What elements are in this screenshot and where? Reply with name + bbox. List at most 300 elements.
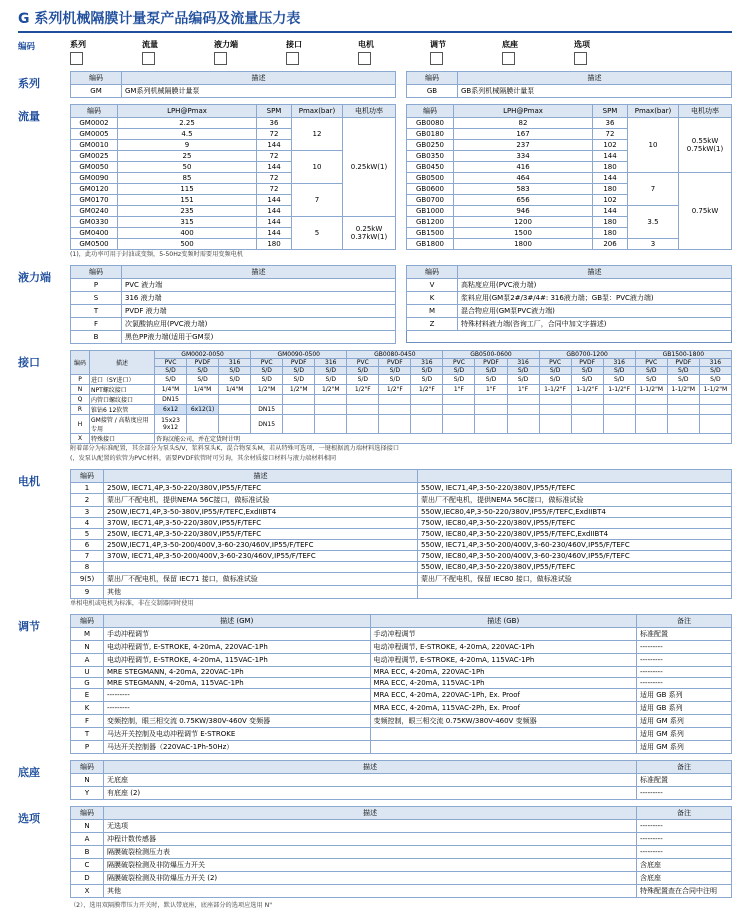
table-row	[71, 279, 396, 292]
cell-lph: 2.25	[118, 118, 257, 129]
cell-b: 9x12	[163, 424, 179, 432]
cell-code: GM0090	[71, 173, 118, 184]
cell: S/D	[507, 375, 539, 385]
cell	[379, 395, 411, 405]
cell	[187, 415, 219, 434]
cell	[283, 415, 315, 434]
cell-code: M	[407, 305, 458, 318]
cell-gm: 其他	[104, 586, 418, 599]
cell-desc: GB系列机械隔膜计量泵	[458, 85, 732, 98]
codebar-item-label: 系列	[70, 40, 86, 49]
cell-desc: 锥钻6 12软管	[90, 405, 155, 415]
col-header: 编码	[71, 807, 104, 820]
cell	[475, 405, 507, 415]
code-box[interactable]	[502, 52, 515, 65]
col-header: SPM	[593, 105, 628, 118]
cell	[315, 395, 347, 405]
table-row	[407, 318, 732, 331]
cell-pmax: 7	[628, 173, 679, 206]
cell-code: 6	[71, 540, 104, 551]
cell-lph: 946	[454, 206, 593, 217]
codebar-item-label: 选项	[574, 40, 590, 49]
cell-desc: 有底座 (2)	[104, 787, 637, 800]
cell-code: X	[71, 434, 90, 444]
sd-header: S/D	[475, 367, 507, 375]
cell-power	[679, 118, 732, 173]
cell	[571, 405, 603, 415]
col-header: 备注	[637, 761, 732, 774]
cell: S/D	[251, 375, 283, 385]
cell: S/D	[155, 375, 187, 385]
code-box[interactable]	[142, 52, 155, 65]
col-header: 描述	[104, 761, 637, 774]
section-interface	[18, 350, 732, 463]
table-row	[71, 833, 732, 846]
cell-power-c: 0.75kW	[691, 207, 719, 215]
cell-pmax: 5	[292, 217, 343, 250]
cell-gb: 750W, IEC80,4P,3-50-200/400V,3-60-230/460V,IP55/F/TEFC	[418, 551, 732, 562]
cell	[603, 405, 635, 415]
cell: 1-1/2"F	[603, 385, 635, 395]
cell-gb	[370, 741, 637, 754]
group-header: GM0090-0500	[251, 351, 347, 359]
cell	[187, 395, 219, 405]
sub-header: 316	[507, 359, 539, 367]
col-header: 描述	[122, 72, 396, 85]
cell-code: Q	[71, 395, 90, 405]
col-header-code: 编码	[71, 351, 90, 375]
code-box[interactable]	[574, 52, 587, 65]
cell: S/D	[539, 375, 571, 385]
code-box[interactable]	[70, 52, 83, 65]
flow-note: (1)，此功率可用于封油或变频，5-50Hz变频时需要用变频电机	[70, 251, 244, 258]
col-header: 编码	[407, 105, 454, 118]
col-header: 备注	[637, 615, 732, 628]
liquid-end-table-left	[70, 265, 396, 344]
cell-code: G	[71, 678, 104, 689]
sub-header: PVC	[251, 359, 283, 367]
table-row	[71, 586, 732, 599]
cell-code: C	[71, 859, 104, 872]
cell-desc: 黑色PP液力端(适用于GM泵)	[122, 331, 396, 344]
page-title-text: G 系列机械隔膜计量泵产品编码及流量压力表	[18, 11, 301, 27]
cell-code: 1	[71, 483, 104, 494]
cell-code: 9(5)	[71, 573, 104, 586]
section-label-series: 系列	[18, 77, 40, 90]
cell-code: GM	[71, 85, 122, 98]
cell-code: GM0050	[71, 162, 118, 173]
cell-code: 9	[71, 586, 104, 599]
codebar-item-flow	[142, 39, 214, 65]
cell-gb: 电动冲程调节, E-STROKE, 4-20mA, 220VAC-1Ph	[370, 641, 637, 654]
cell-special: 咨询汉能公司，并在定货时计明	[155, 434, 732, 444]
col-header: Pmax(bar)	[292, 105, 343, 118]
option-note: （2），选用双隔膜带压力开关时，默认带底座，底座部分的选项应选用 N"	[70, 902, 273, 910]
base-table	[70, 760, 732, 800]
table-row	[407, 173, 732, 184]
cell-desc: GM接管 / 高粘度应用专用	[90, 415, 155, 434]
cell-desc: 浆料应用(GM泵2#/3#/4#: 316液力端；GB泵：PVC液力端)	[458, 292, 732, 305]
cell-lph: 315	[118, 217, 257, 228]
cell-power: 0.25kW(1)	[343, 118, 396, 217]
cell-code: N	[71, 641, 104, 654]
cell: 1/2"F	[379, 385, 411, 395]
cell-gb: 550W, IEC71,4P,3-50-220/380V,IP55/F/TEFC	[418, 483, 732, 494]
cell-pmax: 12	[292, 118, 343, 151]
cell-spm: 144	[257, 162, 292, 173]
cell-spm: 144	[257, 217, 292, 228]
cell: 1-1/2"M	[635, 385, 667, 395]
col-header: 描述	[122, 266, 396, 279]
table-row	[71, 885, 732, 898]
cell-code: K	[407, 292, 458, 305]
cell	[539, 415, 571, 434]
table-row	[71, 573, 732, 586]
cell-gb: MRA ECC, 4-20mA, 220VAC-1Ph	[370, 667, 637, 678]
cell: S/D	[443, 375, 475, 385]
sd-header: S/D	[379, 367, 411, 375]
cell	[219, 395, 251, 405]
cell: DN15	[155, 395, 187, 405]
cell-code: 5	[71, 529, 104, 540]
cell	[347, 405, 379, 415]
table-row	[71, 217, 396, 228]
motor-table	[70, 469, 732, 599]
cell-spm: 206	[593, 239, 628, 250]
cell-spm: 144	[593, 151, 628, 162]
cell-lph: 583	[454, 184, 593, 195]
cell: 1/2"M	[315, 385, 347, 395]
table-row	[71, 702, 732, 715]
code-box[interactable]	[358, 52, 371, 65]
col-header: SPM	[257, 105, 292, 118]
cell-code: Y	[71, 787, 104, 800]
col-header-desc: 描述	[90, 351, 155, 375]
cell-code: GB0350	[407, 151, 454, 162]
col-header: 描述	[104, 807, 637, 820]
cell-code: T	[71, 305, 122, 318]
table-row	[71, 494, 732, 507]
col-header: 备注	[637, 807, 732, 820]
table-row	[71, 292, 396, 305]
group-header: GB0700-1200	[539, 351, 635, 359]
sub-header: 316	[411, 359, 443, 367]
cell-gm: 370W, IEC71,4P,3-50-200/400V,3-60-230/460V,IP55/F/TEFC	[104, 551, 418, 562]
cell	[507, 395, 539, 405]
cell-gb: 550W, IEC71,4P,3-50-200/400V,3-60-230/460V,IP55/F/TEFC	[418, 540, 732, 551]
cell-lph: 1800	[454, 239, 593, 250]
cell-code: GM0400	[71, 228, 118, 239]
cell-gb: 变频控制，眼三相交流 0.75KW/380V-460V 变频器	[370, 715, 637, 728]
table-row	[71, 628, 732, 641]
cell-remark: 含底座	[637, 872, 732, 885]
table-row	[71, 305, 396, 318]
cell-code: GM0240	[71, 206, 118, 217]
sd-header: S/D	[283, 367, 315, 375]
cell-desc: 无选项	[104, 820, 637, 833]
cell	[667, 405, 699, 415]
cell-code: GB0600	[407, 184, 454, 195]
cell-lph: 656	[454, 195, 593, 206]
section-label-motor: 电机	[18, 475, 40, 489]
series-table-gm	[70, 71, 396, 98]
group-header: GM0002-0050	[155, 351, 251, 359]
cell-gb: 手动冲程调节	[370, 628, 637, 641]
cell	[603, 395, 635, 405]
cell-gm: 变频控制，眼三相交流 0.75KW/380V-460V 变频器	[104, 715, 371, 728]
code-box[interactable]	[430, 52, 443, 65]
cell-code: GB0180	[407, 129, 454, 140]
cell-gb: 蒙出厂不配电机，保留 IEC80 接口，做标准试验	[418, 573, 732, 586]
cell: DN15	[251, 405, 283, 415]
cell	[155, 415, 187, 434]
col-header: 编码	[71, 615, 104, 628]
sd-header: S/D	[251, 367, 283, 375]
section-label-interface: 接口	[18, 356, 40, 370]
cell-code: N	[71, 385, 90, 395]
cell-spm: 180	[593, 228, 628, 239]
cell-spm: 180	[593, 184, 628, 195]
cell-gm: 手动冲程调节	[104, 628, 371, 641]
table-row	[71, 741, 732, 754]
cell-desc: 次氯酸钠应用(PVC液力端)	[122, 318, 396, 331]
codebar-item-liquid-end	[214, 39, 286, 65]
section-label-liquid-end: 液力端	[18, 271, 51, 285]
section-regulate	[18, 614, 732, 754]
cell-spm: 144	[593, 173, 628, 184]
cell: S/D	[635, 375, 667, 385]
col-header: 电机功率	[679, 105, 732, 118]
col-header-blank	[418, 470, 732, 483]
cell	[219, 415, 251, 434]
section-label-flow: 流量	[18, 110, 40, 123]
cell-spm: 144	[257, 140, 292, 151]
sub-header: PVDF	[283, 359, 315, 367]
cell-desc: 特殊材料液力端(咨询工厂，合同中加文字描述)	[458, 318, 732, 331]
cell-lph: 9	[118, 140, 257, 151]
sub-header: PVDF	[667, 359, 699, 367]
cell-gb: MRA ECC, 4-20mA, 115VAC-1Ph	[370, 678, 637, 689]
cell-lph: 400	[118, 228, 257, 239]
sub-header: PVC	[347, 359, 379, 367]
cell: 1"F	[443, 385, 475, 395]
sd-header: S/D	[539, 367, 571, 375]
cell: S/D	[475, 375, 507, 385]
cell-spm: 144	[257, 195, 292, 206]
cell-code: GM0170	[71, 195, 118, 206]
cell	[443, 405, 475, 415]
table-row	[71, 551, 732, 562]
sub-header: PVC	[539, 359, 571, 367]
col-header: Pmax(bar)	[628, 105, 679, 118]
cell: 1"F	[507, 385, 539, 395]
cell-lph: 1200	[454, 217, 593, 228]
sub-header: 316	[603, 359, 635, 367]
cell: 1"F	[475, 385, 507, 395]
cell: 1/4"M	[155, 385, 187, 395]
cell-remark: ---------	[637, 654, 732, 667]
cell-spm: 144	[257, 228, 292, 239]
cell-code: D	[71, 872, 104, 885]
cell-gm: MRE STEGMANN, 4-20mA, 115VAC-1Ph	[104, 678, 371, 689]
cell: S/D	[379, 375, 411, 385]
cell-power-b: 0.37kW(1)	[350, 233, 388, 241]
cell-code: GB0500	[407, 173, 454, 184]
cell-lph: 464	[454, 173, 593, 184]
cell-code: GB1000	[407, 206, 454, 217]
cell-desc: PVC 液力端	[122, 279, 396, 292]
cell	[315, 415, 347, 434]
code-box[interactable]	[286, 52, 299, 65]
cell-code: 8	[71, 562, 104, 573]
cell-code: B	[71, 846, 104, 859]
cell-lph: 50	[118, 162, 257, 173]
cell-lph: 235	[118, 206, 257, 217]
table-row	[71, 689, 732, 702]
sub-header: 316	[315, 359, 347, 367]
cell-remark: 特殊配置查在合同中注明	[637, 885, 732, 898]
cell	[443, 415, 475, 434]
sd-header: S/D	[507, 367, 539, 375]
col-header: 描述 (GM)	[104, 615, 371, 628]
cell-lph: 500	[118, 239, 257, 250]
table-row	[71, 641, 732, 654]
cell	[283, 395, 315, 405]
cell-spm: 180	[593, 217, 628, 228]
table-row	[407, 279, 732, 292]
cell-gb	[370, 728, 637, 741]
cell-gm: 蒙出厂不配电机，保留 IEC71 接口，做标准试验	[104, 573, 418, 586]
cell	[539, 395, 571, 405]
code-box[interactable]	[214, 52, 227, 65]
table-row	[71, 820, 732, 833]
cell	[635, 415, 667, 434]
cell-a: 15x23	[161, 417, 180, 425]
table-row	[71, 118, 396, 129]
cell-desc: 隔膜破裂检测压力表	[104, 846, 637, 859]
table-row	[71, 787, 732, 800]
cell: 1-1/2"F	[571, 385, 603, 395]
cell-power-bottom	[679, 173, 732, 250]
cell-remark: ---------	[637, 820, 732, 833]
table-row	[71, 415, 732, 434]
table-row	[71, 667, 732, 678]
cell-code: GB1200	[407, 217, 454, 228]
cell: S/D	[603, 375, 635, 385]
cell-pmax: 10	[292, 151, 343, 184]
cell-code: N	[71, 774, 104, 787]
cell-desc: 进口（SY进口）	[90, 375, 155, 385]
cell	[475, 415, 507, 434]
cell-code: A	[71, 833, 104, 846]
codebar-item-label: 调节	[430, 40, 446, 49]
cell: 6x12(1)	[187, 405, 219, 415]
sd-header: S/D	[635, 367, 667, 375]
cell-gm: MRE STEGMANN, 4-20mA, 220VAC-1Ph	[104, 667, 371, 678]
cell	[379, 405, 411, 415]
cell	[699, 415, 731, 434]
table-row	[71, 654, 732, 667]
cell-gb	[418, 586, 732, 599]
table-row	[71, 318, 396, 331]
cell-gb: 电动冲程调节, E-STROKE, 4-20mA, 115VAC-1Ph	[370, 654, 637, 667]
cell	[283, 405, 315, 415]
section-flow	[18, 104, 732, 259]
cell-spm: 180	[257, 239, 292, 250]
table-row	[407, 292, 732, 305]
section-motor	[18, 469, 732, 608]
cell-code: S	[71, 292, 122, 305]
table-row	[71, 518, 732, 529]
table-row	[71, 562, 732, 573]
codebar-item-regulate	[430, 39, 502, 65]
cell	[699, 395, 731, 405]
sd-header: S/D	[571, 367, 603, 375]
table-row	[407, 305, 732, 318]
codebar-item-interface	[286, 39, 358, 65]
table-row	[71, 774, 732, 787]
codebar-item-label: 流量	[142, 40, 158, 49]
cell-desc: 其他	[104, 885, 637, 898]
sub-header: PVC	[635, 359, 667, 367]
cell-remark: 适用 GB 系列	[637, 689, 732, 702]
cell-spm: 102	[593, 195, 628, 206]
codebar-item-motor	[358, 39, 430, 65]
cell-remark: 标准配置	[637, 774, 732, 787]
cell-code: 7	[71, 551, 104, 562]
cell-remark: ---------	[637, 846, 732, 859]
table-row	[71, 872, 732, 885]
sub-header: 316	[219, 359, 251, 367]
sub-header: PVDF	[379, 359, 411, 367]
flow-table-gm	[70, 104, 396, 250]
cell-code: U	[71, 667, 104, 678]
col-header: 编码	[71, 470, 104, 483]
codebar-item-label: 液力端	[214, 40, 238, 49]
col-header: 编码	[71, 105, 118, 118]
table-row	[71, 385, 732, 395]
cell-gm: 250W,IEC71,4P,3-50-200/400V,3-60-230/460V,IP55/F/TEFC	[104, 540, 418, 551]
cell-code: 3	[71, 507, 104, 518]
table-row	[71, 405, 732, 415]
col-header: 编码	[407, 72, 458, 85]
cell-desc: 特殊接口	[90, 434, 155, 444]
cell-code: 4	[71, 518, 104, 529]
table-row	[71, 715, 732, 728]
cell-spm: 102	[593, 140, 628, 151]
cell-gb: 蒙出厂不配电机，提供NEMA 56C接口，做标准试验	[418, 494, 732, 507]
cell-gm: 250W, IEC71,4P,3-50-220/380V,IP55/F/TEFC	[104, 483, 418, 494]
cell-code: GM0120	[71, 184, 118, 195]
sd-header: S/D	[219, 367, 251, 375]
cell-power-a: 0.25kW	[355, 225, 383, 233]
cell-spm: 72	[257, 129, 292, 140]
cell-spm: 72	[257, 173, 292, 184]
cell	[411, 395, 443, 405]
cell: 1-1/2"M	[667, 385, 699, 395]
cell-desc: GM系列机械隔膜计量泵	[122, 85, 396, 98]
cell-lph: 151	[118, 195, 257, 206]
product-code-sheet	[0, 8, 750, 916]
cell-spm: 180	[593, 162, 628, 173]
cell: 1/2"M	[251, 385, 283, 395]
cell-gm: 马达开关控制器（220VAC-1Ph-50Hz）	[104, 741, 371, 754]
cell-code: GB0700	[407, 195, 454, 206]
cell	[219, 405, 251, 415]
interface-note-1: 附着部分为标准配置，其余部分为泵头S/V，浆料泵头K，混合物泵头M，若从特殊可选项，一键根据流力端材料选择接口	[70, 445, 400, 453]
cell-gm: ---------	[104, 702, 371, 715]
cell: S/D	[571, 375, 603, 385]
